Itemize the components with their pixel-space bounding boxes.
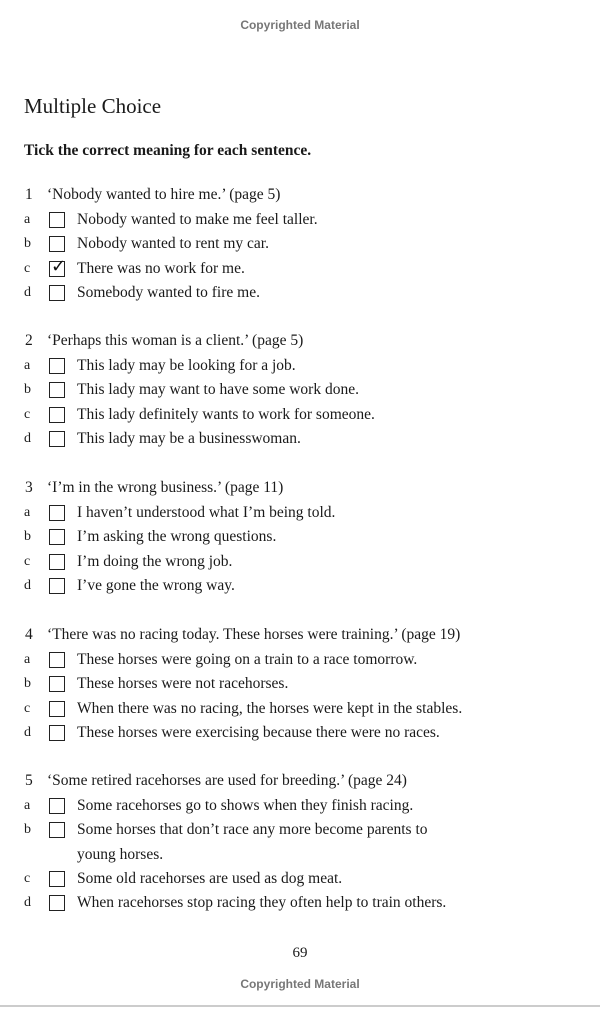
option-letter: b [24,822,31,837]
divider [0,1005,600,1007]
option-text: Some racehorses go to shows when they finish racing. [77,797,414,814]
option-letter: a [24,652,31,667]
header-copyright: Copyrighted Material [240,18,360,32]
question-prompt: ‘Some retired racehorses are used for breeding.’ (page 24) [47,772,407,789]
option-text: Somebody wanted to fire me. [77,284,260,301]
checkbox-checked[interactable] [49,256,67,277]
checkbox[interactable] [49,871,65,887]
option-text: These horses were not racehorses. [77,675,289,692]
option-text: When there was no racing, the horses were kept in the stables. [77,700,463,717]
checkbox[interactable] [49,652,65,668]
option-text: There was no work for me. [77,260,245,277]
checkbox[interactable] [49,382,65,398]
checkbox[interactable] [49,895,65,911]
option-letter: b [24,676,31,691]
option-text: I’ve gone the wrong way. [77,577,235,594]
option-letter: a [24,798,31,813]
checkbox[interactable] [49,701,65,717]
option-letter: c [24,407,31,422]
option-text: I haven’t understood what I’m being told. [77,504,336,521]
checkbox[interactable] [49,676,65,692]
option-letter: b [24,529,31,544]
checkmark-icon: ✓ [51,256,67,277]
checkbox[interactable] [49,407,65,423]
checkbox[interactable] [49,725,65,741]
option-text: I’m doing the wrong job. [77,553,233,570]
option-letter: c [24,871,31,886]
option-letter: d [24,431,31,446]
page-number: 69 [292,945,308,961]
option-text: This lady may want to have some work done. [77,381,359,398]
checkbox[interactable] [49,236,65,252]
option-letter: c [24,261,31,276]
option-text: This lady definitely wants to work for someone. [77,406,375,423]
footer-copyright: Copyrighted Material [240,977,360,991]
option-letter: c [24,701,31,716]
option-text: I’m asking the wrong questions. [77,528,277,545]
option-letter: c [24,554,31,569]
option-letter: d [24,895,31,910]
option-letter: a [24,505,31,520]
option-text: Some old racehorses are used as dog meat. [77,870,343,887]
option-letter: b [24,382,31,397]
question-prompt: ‘There was no racing today. These horses were training.’ (page 19) [47,626,461,643]
option-text: This lady may be a businesswoman. [77,430,301,447]
option-text: These horses were going on a train to a race tomorrow. [77,651,418,668]
option-text: Nobody wanted to rent my car. [77,235,269,252]
checkbox[interactable] [49,358,65,374]
option-text: These horses were exercising because there were no races. [77,724,440,741]
option-text: This lady may be looking for a job. [77,357,296,374]
question-prompt: ‘I’m in the wrong business.’ (page 11) [47,479,284,496]
checkbox[interactable] [49,431,65,447]
option-text: When racehorses stop racing they often help to train others. [77,894,447,911]
option-text: Nobody wanted to make me feel taller. [77,211,318,228]
checkbox[interactable] [49,529,65,545]
checkbox[interactable] [49,578,65,594]
question-number: 1 [25,186,33,203]
checkbox[interactable] [49,212,65,228]
checkbox[interactable] [49,554,65,570]
checkbox[interactable] [49,505,65,521]
option-letter: d [24,285,31,300]
question-prompt: ‘Nobody wanted to hire me.’ (page 5) [47,186,281,203]
question-number: 4 [25,626,33,643]
checkbox[interactable] [49,798,65,814]
page-title: Multiple Choice [24,94,162,118]
question-number: 3 [25,479,33,496]
question-number: 2 [25,332,33,349]
option-letter: a [24,358,31,373]
option-letter: a [24,212,31,227]
option-letter: d [24,725,31,740]
instruction: Tick the correct meaning for each sentence. [24,142,312,159]
checkbox[interactable] [49,822,65,838]
checkbox[interactable] [49,285,65,301]
option-letter: d [24,578,31,593]
option-text: young horses. [77,846,164,863]
question-number: 5 [25,772,33,789]
option-text: Some horses that don’t race any more become parents to [77,821,428,838]
question-prompt: ‘Perhaps this woman is a client.’ (page 5) [47,332,304,349]
option-letter: b [24,236,31,251]
